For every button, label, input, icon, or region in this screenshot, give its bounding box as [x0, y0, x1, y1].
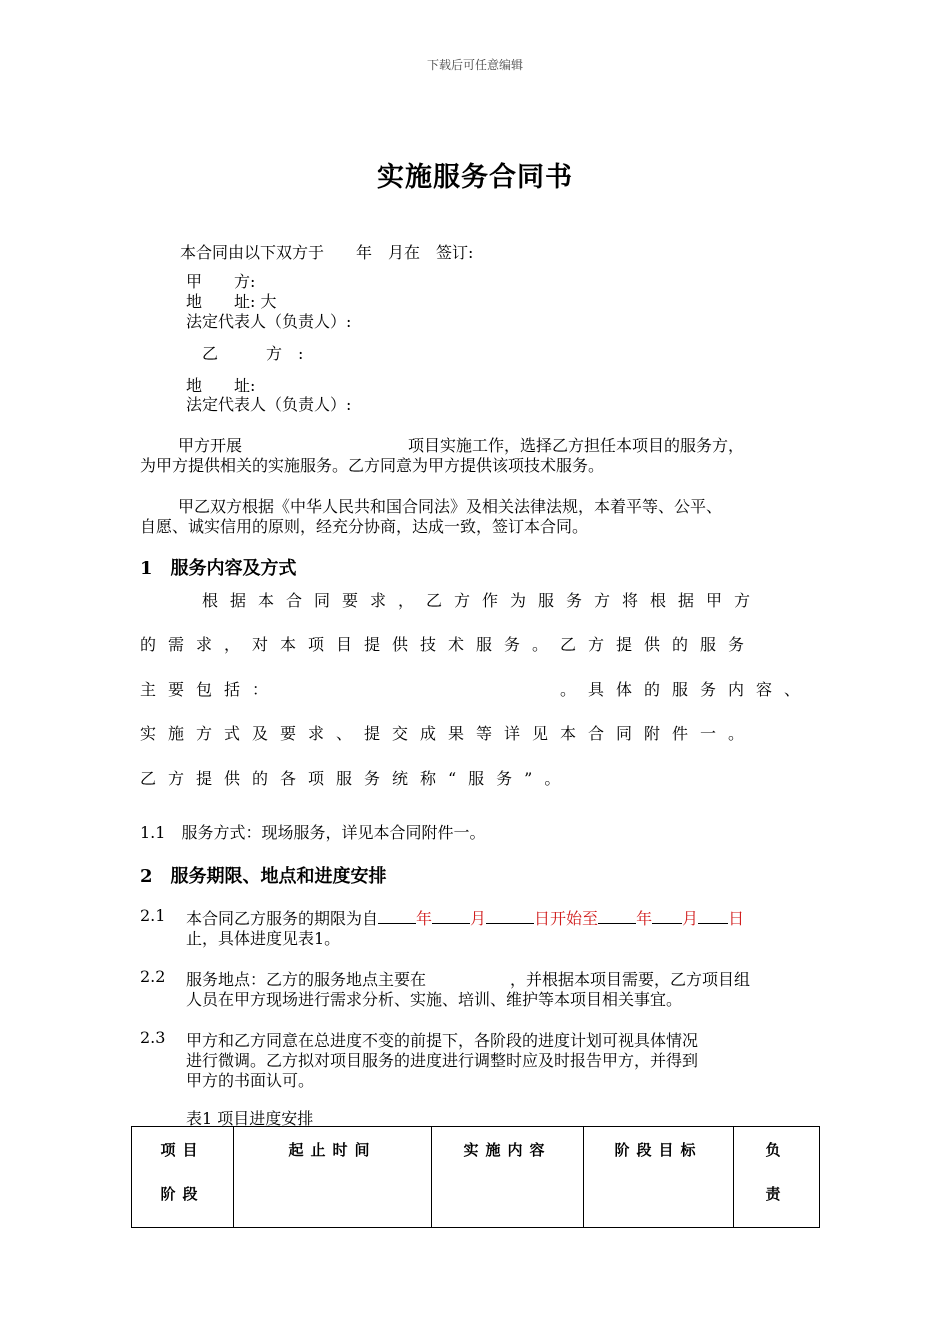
blank-field	[378, 909, 416, 924]
header-goal-text: 阶段目标	[614, 1141, 703, 1159]
para1-line1-b: 项目实施工作，选择乙方担任本项目的服务方，	[408, 436, 745, 455]
party-b-rep: 法定代表人（负责人）:	[186, 395, 352, 414]
header-cell-content	[432, 1127, 584, 1228]
section1-line3-b: 。具体的服务内容、	[560, 680, 813, 699]
header-owner-line1: 负	[765, 1141, 788, 1159]
party-b-address: 地 址:	[186, 376, 256, 395]
item-2-3-line3: 甲方的书面认可。	[186, 1071, 315, 1090]
date-month-1: 月	[470, 909, 487, 928]
date-day-2: 日	[728, 909, 745, 928]
schedule-table	[131, 1126, 820, 1228]
party-b-label: 乙 方 :	[202, 344, 304, 363]
item-2-2-line2: 人员在甲方现场进行需求分析、实施、培训、维护等本项目相关事宜。	[186, 990, 683, 1009]
date-day-1: 日开始至	[534, 909, 599, 928]
header-cell-period	[234, 1127, 432, 1228]
item-2-2-line1-b: ，并根据本项目需要，乙方项目组	[510, 970, 751, 989]
date-year-1: 年	[416, 909, 433, 928]
party-a-address: 地 址: 大	[186, 292, 277, 311]
blank-field	[486, 909, 534, 924]
table-caption: 表1 项目进度安排	[186, 1109, 314, 1128]
blank-field	[698, 909, 728, 924]
item-2-3-number: 2.3	[140, 1028, 166, 1047]
section1-line1: 根据本合同要求，乙方作为服务方将根据甲方	[202, 591, 763, 610]
item-1-1: 1.1 服务方式：现场服务，详见本合同附件一。	[140, 823, 486, 842]
header-content-text: 实施内容	[463, 1141, 552, 1159]
section1-line4: 实施方式及要求、提交成果等详见本合同附件一。	[140, 724, 757, 743]
header-owner-line2: 责	[765, 1185, 788, 1203]
section1-line5: 乙方提供的各项服务统称“服务”。	[140, 769, 573, 788]
blank-field	[652, 909, 682, 924]
para2-line1: 甲乙双方根据《中华人民共和国合同法》及相关法律法规，本着平等、公平、	[178, 497, 723, 516]
header-cell-phase	[132, 1127, 234, 1228]
item-2-3-line2: 进行微调。乙方拟对项目服务的进度进行调整时应及时报告甲方，并得到	[186, 1051, 699, 1070]
party-a-label: 甲 方:	[186, 272, 256, 291]
intro-line: 本合同由以下双方于 年 月在 签订:	[180, 243, 474, 262]
item-2-1-text: 本合同乙方服务的期限为自	[186, 909, 379, 928]
table-header-row	[132, 1127, 820, 1228]
para1-line2: 为甲方提供相关的实施服务。乙方同意为甲方提供该项技术服务。	[140, 456, 605, 475]
para2-line2: 自愿、诚实信用的原则，经充分协商，达成一致，签订本合同。	[140, 517, 589, 536]
document-title: 实施服务合同书	[377, 162, 573, 193]
para1-line1-a: 甲方开展	[178, 436, 243, 455]
section1-line2: 的需求，对本项目提供技术服务。乙方提供的服务	[140, 635, 757, 654]
item-2-2-line1-a: 服务地点：乙方的服务地点主要在	[186, 970, 427, 989]
item-2-1-line2: 止，具体进度见表1。	[186, 929, 341, 948]
header-period-text: 起止时间	[288, 1141, 377, 1159]
header-cell-owner	[734, 1127, 820, 1228]
blank-field	[598, 909, 636, 924]
header-cell-goal	[584, 1127, 734, 1228]
item-2-1-number: 2.1	[140, 906, 166, 925]
party-a-rep: 法定代表人（负责人）:	[186, 312, 352, 331]
blank-field	[432, 909, 470, 924]
item-2-3-line1: 甲方和乙方同意在总进度不变的前提下，各阶段的进度计划可视具体情况	[186, 1031, 699, 1050]
page-header: 下载后可任意编辑	[426, 58, 523, 72]
section1-line3-a: 主要包括：	[140, 680, 281, 699]
header-phase-line1: 项目	[160, 1141, 205, 1159]
date-year-2: 年	[636, 909, 653, 928]
header-phase-line2: 阶段	[160, 1185, 205, 1203]
section2-heading: 2 服务期限、地点和进度安排	[140, 866, 387, 887]
section1-heading: 1 服务内容及方式	[140, 558, 297, 579]
item-2-2-number: 2.2	[140, 967, 166, 986]
date-month-2: 月	[682, 909, 699, 928]
